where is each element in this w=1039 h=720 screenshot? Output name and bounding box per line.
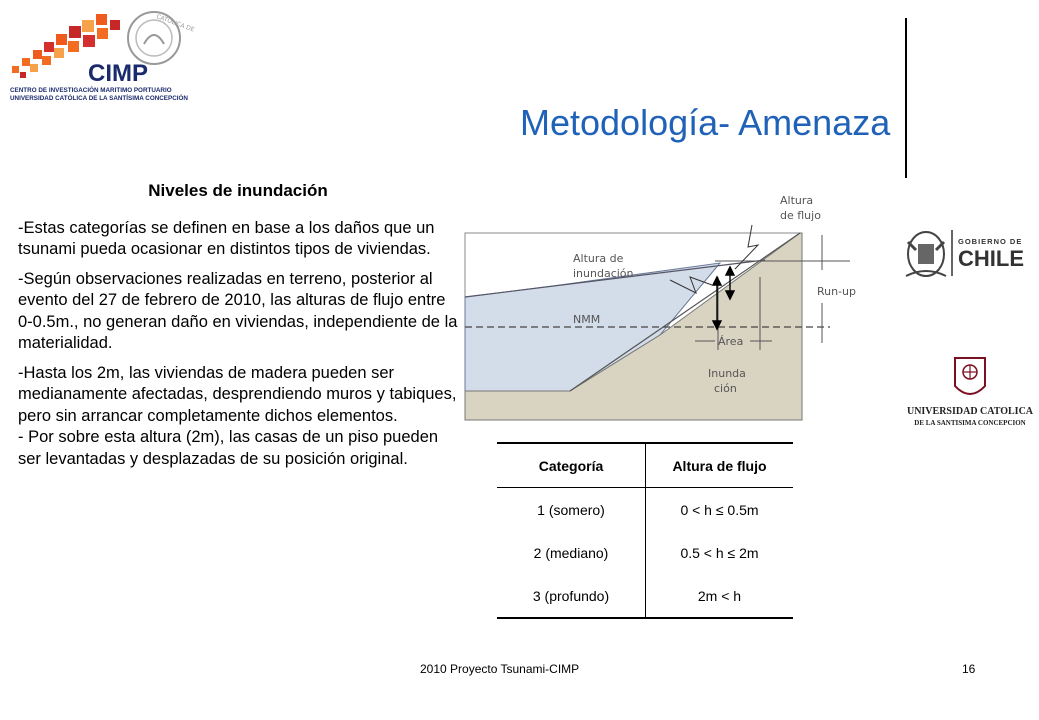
seal-icon (128, 12, 195, 64)
label-altura-inund-2: inundación (573, 267, 634, 280)
table-row (497, 574, 793, 618)
row-2-range: 0.5 < h ≤ 2m (680, 544, 759, 561)
cimp-logo (6, 8, 196, 108)
row-3-range: 2m < h (646, 574, 794, 618)
label-altura-flujo-1: Altura (780, 194, 814, 207)
label-area: Área (718, 335, 744, 348)
vertical-divider (905, 18, 907, 178)
footer-text: 2010 Proyecto Tsunami-CIMP (420, 662, 580, 676)
label-altura-flujo-2: de flujo (780, 209, 821, 222)
crest-icon (955, 358, 985, 394)
paragraph-3: -Hasta los 2m, las viviendas de madera pueden ser medianamente afectadas, desprendiendo muros y tabiques, pero sin arrancar completamente dichos elementos. - Por sobre esta altura (2m), las casas de un piso pueden ser levantadas y desplazadas de su posición original. (18, 363, 457, 468)
categories-table (497, 442, 793, 619)
row-3-category: 3 (profundo) (497, 574, 646, 618)
ucsc-logo (905, 352, 1035, 432)
paragraph-2: -Según observaciones realizadas en terreno, posterior al evento del 27 de febrero de 2010, las alturas de flujo entre 0-0.5m., no generan daño en viviendas, independiente de la materialidad. (18, 269, 458, 352)
ucsc-line1: UNIVERSIDAD CATOLICA (906, 406, 1034, 417)
slide-title: Metodología- Amenaza (520, 102, 891, 143)
label-inunda-2: ción (714, 382, 737, 395)
inundation-diagram (460, 185, 880, 425)
label-inunda-1: Inunda (708, 367, 746, 380)
cimp-logo-line2: UNIVERSIDAD CATÓLICA DE LA SANTÍSIMA CONCEPCIÓN (10, 95, 188, 102)
header-categoria: Categoría (497, 443, 646, 488)
label-altura-inund-1: Altura de (573, 252, 624, 265)
table-row (497, 531, 793, 574)
seal-text: CATOLICA DE (155, 13, 196, 34)
cimp-logo-line1: CENTRO DE INVESTIGACIÓN MARITIMO PORTUARIO (10, 87, 172, 94)
body-text (18, 180, 458, 478)
label-nmm: NMM (573, 313, 601, 326)
coat-of-arms-icon (906, 232, 946, 276)
gobierno-chile-logo (902, 222, 1037, 284)
header-altura: Altura de flujo (646, 443, 794, 488)
page-number: 16 (962, 662, 976, 676)
gob-big-text: CHILE (958, 246, 1024, 271)
gob-small-text: GOBIERNO DE (958, 237, 1023, 246)
row-1-range: 0 < h ≤ 0.5m (680, 501, 759, 518)
ucsc-line2: DE LA SANTISIMA CONCEPCION (914, 419, 1026, 427)
cimp-logo-name: CIMP (88, 60, 148, 87)
table-row (497, 488, 793, 532)
table-header-row (497, 443, 793, 488)
row-2-category: 2 (mediano) (497, 531, 646, 574)
row-1-category: 1 (somero) (497, 488, 646, 532)
paragraph-1: -Estas categorías se definen en base a los daños que un tsunami pueda ocasionar en distintos tipos de viviendas. (18, 218, 435, 258)
section-heading: Niveles de inundación (148, 181, 328, 200)
label-runup: Run-up (817, 285, 857, 298)
